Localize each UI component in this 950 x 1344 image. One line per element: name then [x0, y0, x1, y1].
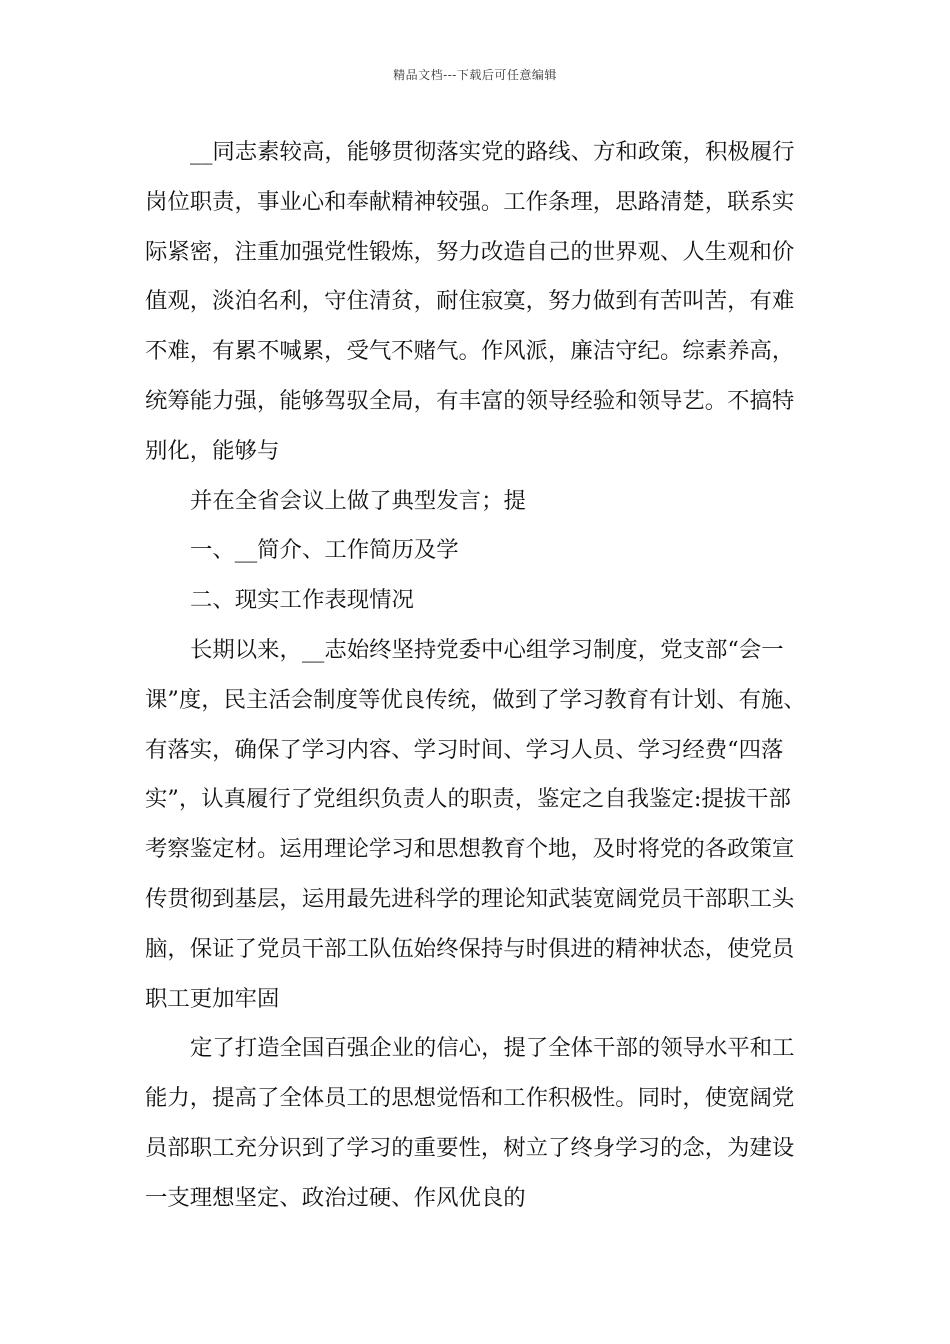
text-line: 长期以来，__志始终坚持党委中心组学习制度，党支部“会一	[190, 636, 784, 663]
text-line: 课”度，民主活会制度等优良传统，做到了学习教育有计划、有施、	[145, 686, 806, 713]
text-line: 并在全省会议上做了典型发言；提	[190, 487, 526, 514]
text-line: 不难，有累不喊累，受气不赌气。作风派，廉洁守纪。综素养高，	[145, 338, 795, 365]
text-line: 统筹能力强，能够驾驭全局，有丰富的领导经验和领导艺。不搞特	[145, 387, 795, 414]
document-body	[145, 128, 810, 1224]
text-line: 员部职工充分识到了学习的重要性，树立了终身学习的念，为建设	[145, 1134, 795, 1161]
text-line: 考察鉴定材。运用理论学习和思想教育个地，及时将党的各政策宣	[145, 836, 795, 863]
text-line: 实”，认真履行了党组织负责人的职责，鉴定之自我鉴定:提拔干部	[145, 786, 791, 813]
text-line: 传贯彻到基层，运用最先进科学的理论知武装宽阔党员干部职工头	[145, 885, 795, 912]
text-line: 一支理想坚定、政治过硬、作风优良的	[145, 1184, 526, 1211]
text-line: __同志素较高，能够贯彻落实党的路线、方和政策，积极履行	[190, 139, 795, 165]
text-line: 别化，能够与	[145, 437, 280, 464]
text-line: 二、现实工作表现情况	[190, 587, 414, 614]
text-line: 能力，提高了全体员工的思想觉悟和工作积极性。同时，使宽阔党	[145, 1085, 795, 1112]
page-header: 精品文档---下载后可任意编辑	[393, 68, 557, 82]
text-line: 脑，保证了党员干部工队伍始终保持与时俱进的精神状态，使党员	[145, 935, 795, 962]
text-line: 际紧密，注重加强党性锻炼，努力改造自己的世界观、人生观和价	[145, 238, 795, 265]
text-line: 定了打造全国百强企业的信心，提了全体干部的领导水平和工	[190, 1035, 795, 1062]
text-line: 一、__简介、工作简历及学	[190, 537, 459, 564]
text-line: 职工更加牢固	[145, 985, 280, 1012]
text-line: 有落实，确保了学习内容、学习时间、学习人员、学习经费“四落	[145, 736, 784, 763]
text-line: 值观，淡泊名利，守住清贫，耐住寂寞，努力做到有苦叫苦，有难	[145, 288, 795, 315]
text-line: 岗位职责，事业心和奉献精神较强。工作条理，思路清楚，联系实	[145, 188, 795, 215]
